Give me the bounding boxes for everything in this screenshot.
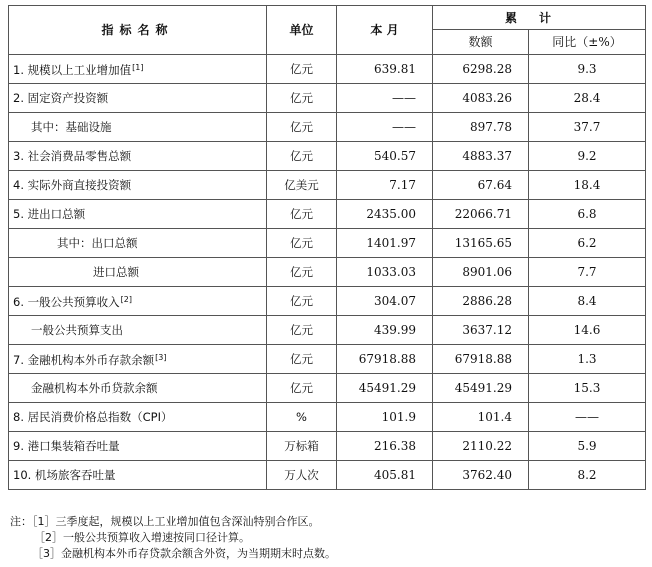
month-value: 1033.03 xyxy=(337,258,433,287)
cumulative-amount: 8901.06 xyxy=(433,258,529,287)
table-row xyxy=(9,55,646,84)
indicator-name xyxy=(9,403,267,432)
unit-cell: 亿元 xyxy=(267,200,337,229)
cumulative-amount: 45491.29 xyxy=(433,374,529,403)
indicator-name xyxy=(9,113,267,142)
month-value: 67918.88 xyxy=(337,345,433,374)
unit-cell: 亿元 xyxy=(267,55,337,84)
unit-cell: 万标箱 xyxy=(267,432,337,461)
yoy-change: 9.3 xyxy=(529,55,646,84)
cumulative-amount: 101.4 xyxy=(433,403,529,432)
yoy-change: 7.7 xyxy=(529,258,646,287)
cumulative-amount: 4883.37 xyxy=(433,142,529,171)
yoy-change: 14.6 xyxy=(529,316,646,345)
indicator-name xyxy=(9,55,267,84)
footnote-marker: [3] xyxy=(155,353,167,362)
unit-cell: 亿元 xyxy=(267,316,337,345)
unit-cell: 亿元 xyxy=(267,345,337,374)
indicator-name xyxy=(9,316,267,345)
header-indicator-name: 指标名称 xyxy=(9,6,267,55)
indicator-name xyxy=(9,200,267,229)
indicator-label: 7. 金融机构本外币存款余额 xyxy=(13,353,155,367)
indicator-label: 一般公共预算支出 xyxy=(31,323,123,337)
unit-cell: 亿元 xyxy=(267,84,337,113)
unit-cell: 万人次 xyxy=(267,461,337,490)
month-value: 540.57 xyxy=(337,142,433,171)
table-body xyxy=(9,55,646,490)
footnote-marker: [1] xyxy=(132,63,144,72)
indicator-name xyxy=(9,171,267,200)
cumulative-amount: 2886.28 xyxy=(433,287,529,316)
cumulative-amount: 67918.88 xyxy=(433,345,529,374)
header-unit: 单位 xyxy=(267,6,337,55)
indicator-label: 3. 社会消费品零售总额 xyxy=(13,149,132,163)
table-row xyxy=(9,258,646,287)
statistics-table xyxy=(8,5,646,490)
yoy-change: 8.2 xyxy=(529,461,646,490)
unit-cell: 亿元 xyxy=(267,258,337,287)
header-month: 本 月 xyxy=(337,6,433,55)
indicator-name xyxy=(9,374,267,403)
month-value: 304.07 xyxy=(337,287,433,316)
indicator-label: 其中：出口总额 xyxy=(57,236,138,250)
yoy-change: 18.4 xyxy=(529,171,646,200)
unit-cell: 亿元 xyxy=(267,113,337,142)
cumulative-amount: 6298.28 xyxy=(433,55,529,84)
unit-cell: 亿美元 xyxy=(267,171,337,200)
cumulative-amount: 3762.40 xyxy=(433,461,529,490)
header-yoy: 同比（±%） xyxy=(529,30,646,55)
yoy-change: 37.7 xyxy=(529,113,646,142)
indicator-name xyxy=(9,229,267,258)
table-row xyxy=(9,142,646,171)
month-value: 216.38 xyxy=(337,432,433,461)
month-value: 45491.29 xyxy=(337,374,433,403)
yoy-change: 28.4 xyxy=(529,84,646,113)
indicator-label: 6. 一般公共预算收入 xyxy=(13,295,120,309)
indicator-name xyxy=(9,287,267,316)
indicator-label: 10. 机场旅客吞吐量 xyxy=(13,468,116,482)
indicator-label: 金融机构本外币贷款余额 xyxy=(31,381,158,395)
indicator-label: 4. 实际外商直接投资额 xyxy=(13,178,132,192)
yoy-change: 9.2 xyxy=(529,142,646,171)
yoy-change: —— xyxy=(529,403,646,432)
yoy-change: 1.3 xyxy=(529,345,646,374)
cumulative-amount: 3637.12 xyxy=(433,316,529,345)
footnotes xyxy=(10,514,336,562)
header-amount: 数额 xyxy=(433,30,529,55)
unit-cell: 亿元 xyxy=(267,287,337,316)
table-row xyxy=(9,461,646,490)
cumulative-amount: 67.64 xyxy=(433,171,529,200)
unit-cell: 亿元 xyxy=(267,229,337,258)
table-row xyxy=(9,84,646,113)
indicator-label: 5. 进出口总额 xyxy=(13,207,86,221)
indicator-name xyxy=(9,432,267,461)
yoy-change: 6.2 xyxy=(529,229,646,258)
yoy-change: 8.4 xyxy=(529,287,646,316)
indicator-label: 1. 规模以上工业增加值 xyxy=(13,63,132,77)
table-row xyxy=(9,287,646,316)
table-row xyxy=(9,171,646,200)
indicator-name xyxy=(9,461,267,490)
month-value: 439.99 xyxy=(337,316,433,345)
cumulative-amount: 897.78 xyxy=(433,113,529,142)
cumulative-amount: 4083.26 xyxy=(433,84,529,113)
month-value: 101.9 xyxy=(337,403,433,432)
unit-cell: % xyxy=(267,403,337,432)
month-value: 405.81 xyxy=(337,461,433,490)
indicator-name xyxy=(9,258,267,287)
footnote-3: ［3］金融机构本外币存贷款余额含外资，为当期期末时点数。 xyxy=(32,547,336,560)
footnote-1: 注：［1］三季度起，规模以上工业增加值包含深汕特别合作区。 xyxy=(10,515,320,528)
yoy-change: 6.8 xyxy=(529,200,646,229)
unit-cell: 亿元 xyxy=(267,374,337,403)
indicator-name xyxy=(9,84,267,113)
indicator-label: 9. 港口集装箱吞吐量 xyxy=(13,439,120,453)
footnote-2: ［2］一般公共预算收入增速按同口径计算。 xyxy=(34,531,250,544)
table-row xyxy=(9,432,646,461)
month-value: —— xyxy=(337,113,433,142)
cumulative-amount: 13165.65 xyxy=(433,229,529,258)
footnote-marker: [2] xyxy=(120,295,132,304)
indicator-label: 2. 固定资产投资额 xyxy=(13,91,109,105)
table-row xyxy=(9,229,646,258)
indicator-label: 8. 居民消费价格总指数（CPI） xyxy=(13,410,173,424)
month-value: 2435.00 xyxy=(337,200,433,229)
indicator-label: 进口总额 xyxy=(93,265,139,279)
indicator-name xyxy=(9,345,267,374)
cumulative-amount: 2110.22 xyxy=(433,432,529,461)
indicator-label: 其中：基础设施 xyxy=(31,120,112,134)
table-row xyxy=(9,403,646,432)
table-row xyxy=(9,345,646,374)
table-row xyxy=(9,200,646,229)
table-row xyxy=(9,113,646,142)
cumulative-amount: 22066.71 xyxy=(433,200,529,229)
month-value: 1401.97 xyxy=(337,229,433,258)
month-value: 7.17 xyxy=(337,171,433,200)
table-row xyxy=(9,374,646,403)
yoy-change: 5.9 xyxy=(529,432,646,461)
month-value: —— xyxy=(337,84,433,113)
indicator-name xyxy=(9,142,267,171)
header-cumulative: 累计 xyxy=(433,6,646,30)
table-row xyxy=(9,316,646,345)
yoy-change: 15.3 xyxy=(529,374,646,403)
month-value: 639.81 xyxy=(337,55,433,84)
unit-cell: 亿元 xyxy=(267,142,337,171)
